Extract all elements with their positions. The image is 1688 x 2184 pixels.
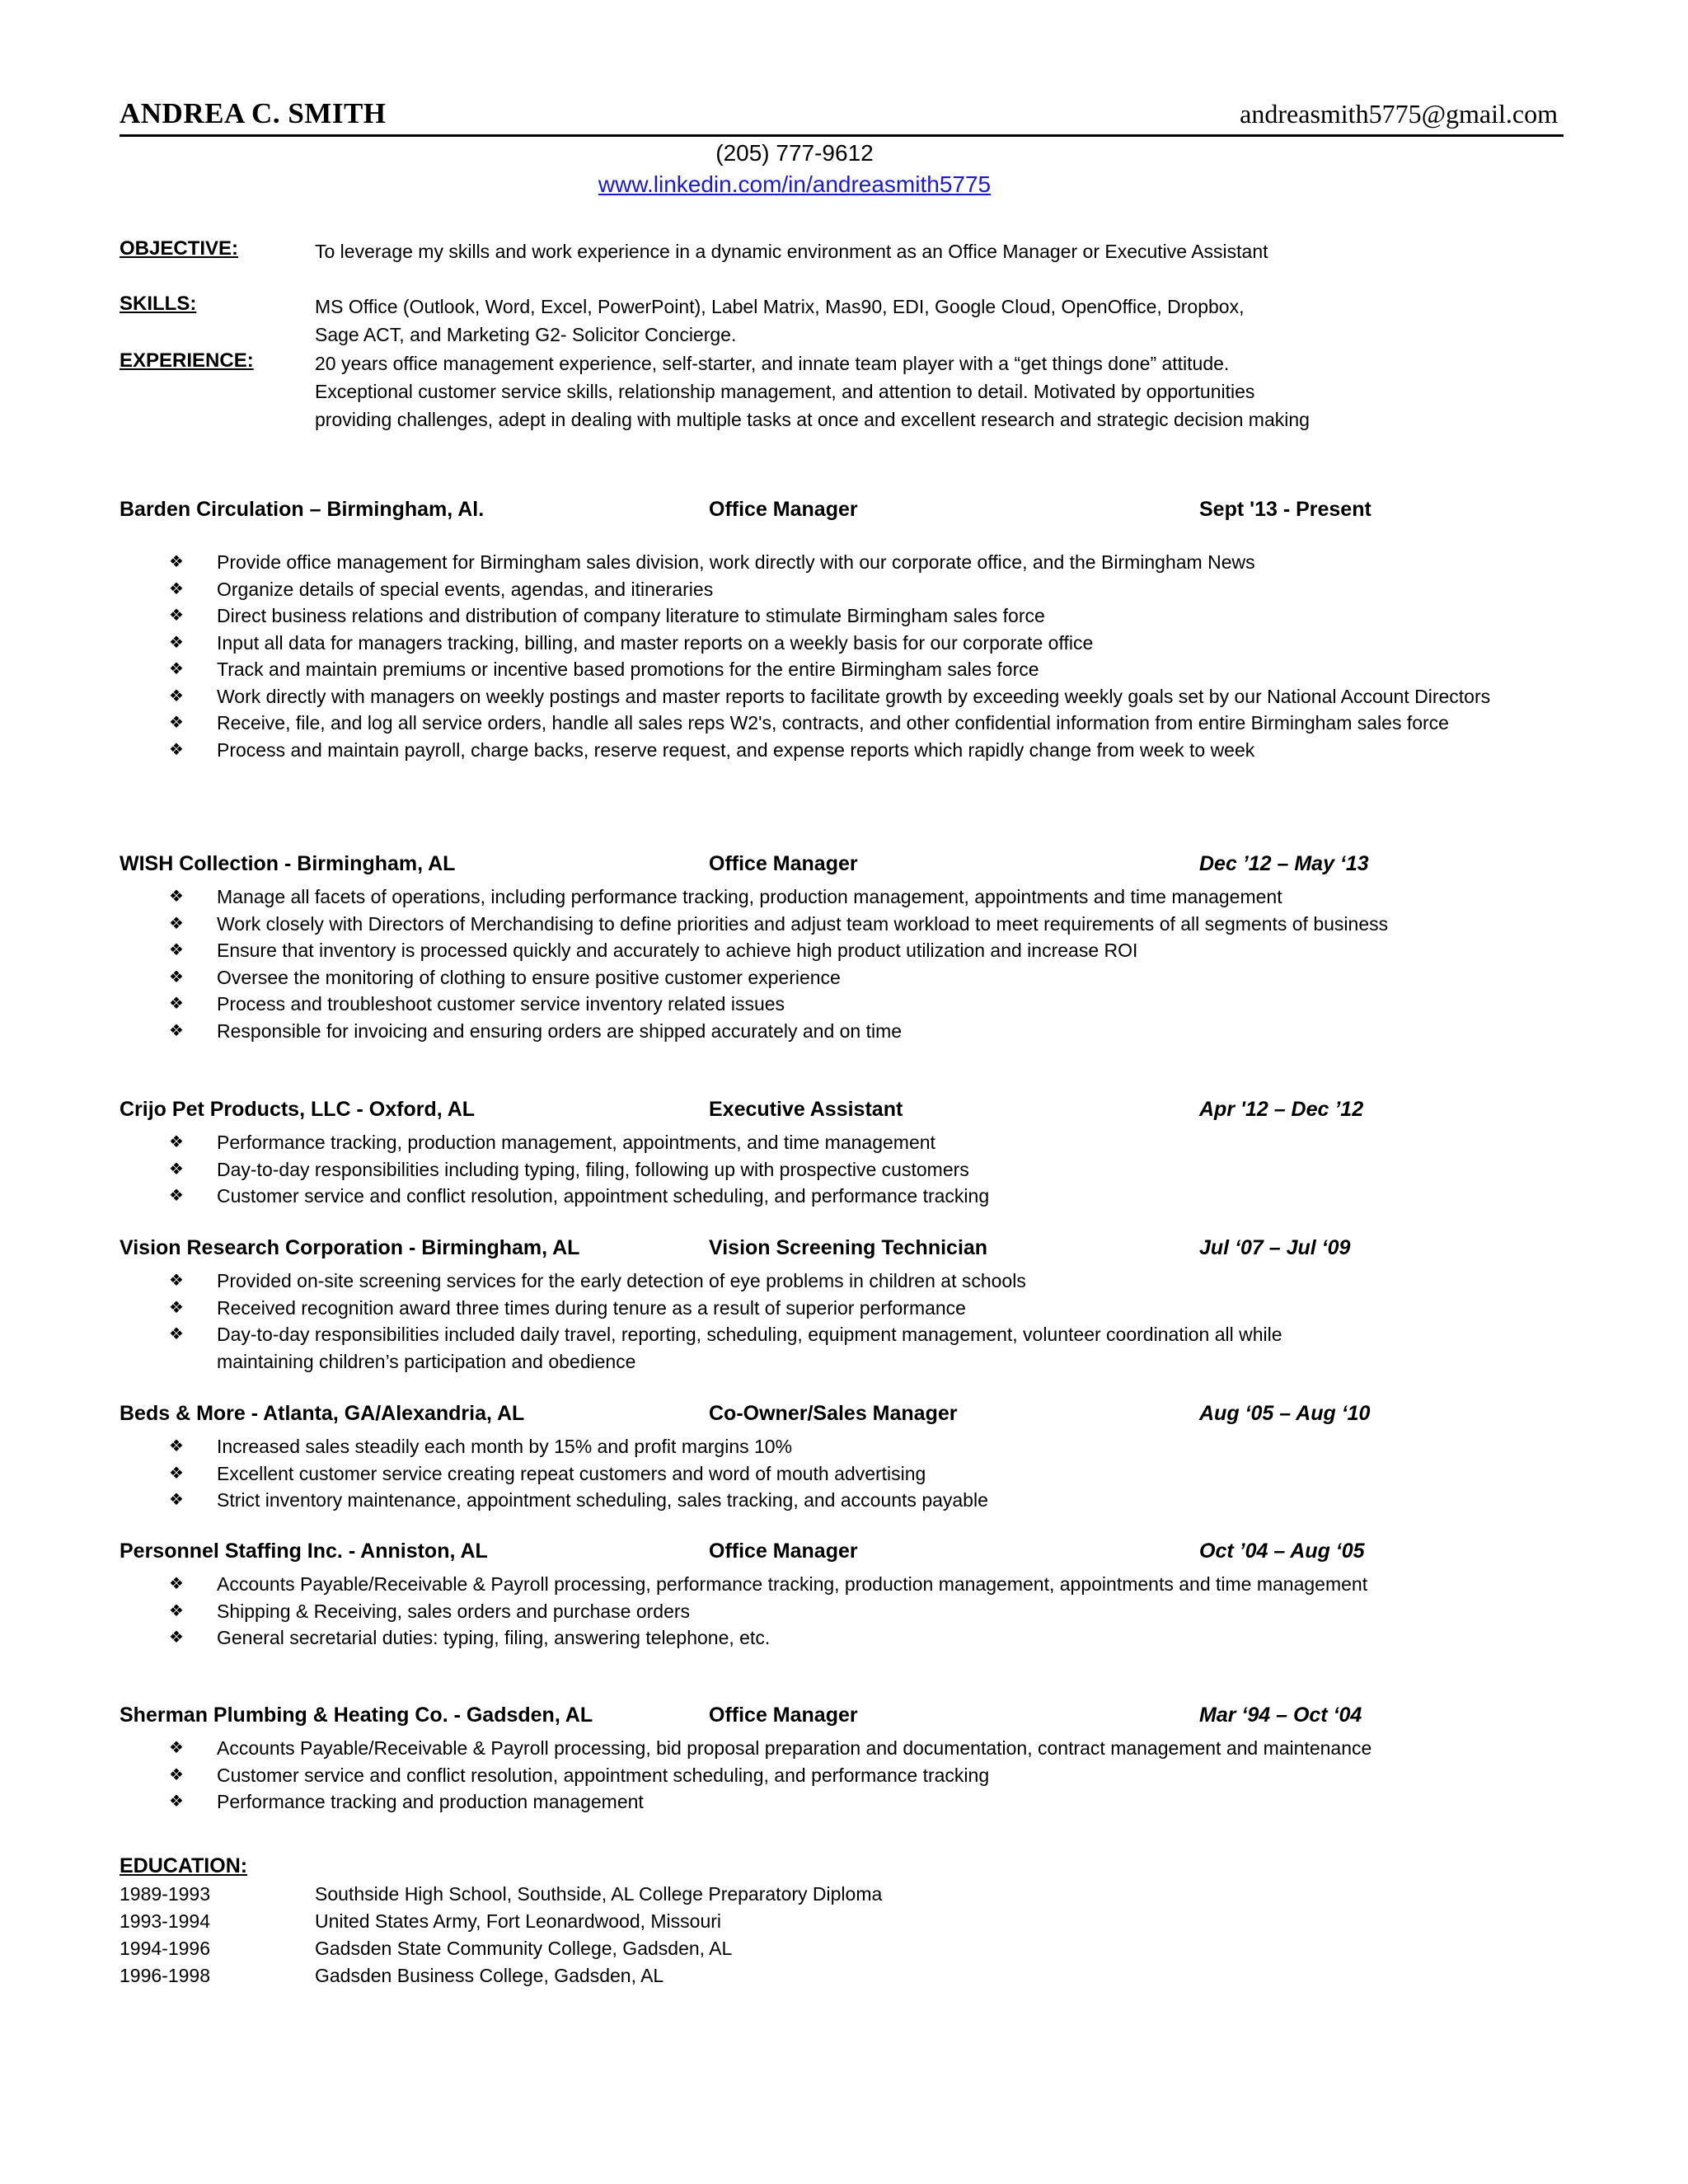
job-bullet xyxy=(120,710,1503,737)
job-entry xyxy=(120,1402,1562,1514)
job-bullet xyxy=(120,1433,1503,1460)
header-divider xyxy=(120,134,1564,137)
job-title: Office Manager xyxy=(709,852,858,875)
job-bullet xyxy=(120,1129,1503,1156)
job-bullets xyxy=(120,1735,1562,1816)
skills-text xyxy=(315,293,1244,349)
diamond-bullet-icon: ❖ xyxy=(169,740,184,759)
job-company: Barden Circulation – Birmingham, Al. xyxy=(120,498,485,521)
job-bullet xyxy=(120,630,1503,657)
job-title: Vision Screening Technician xyxy=(709,1236,988,1259)
job-bullet xyxy=(120,1624,1503,1652)
objective-line: To leverage my skills and work experience in a dynamic environment as an Office Manager or Executive Assistant xyxy=(315,241,1268,262)
job-entry xyxy=(120,1704,1562,1816)
job-company: Vision Research Corporation - Birmingham, AL xyxy=(120,1236,580,1259)
job-entry xyxy=(120,1540,1562,1652)
diamond-bullet-icon: ❖ xyxy=(169,914,184,933)
job-bullet xyxy=(120,737,1503,764)
bullet-text: Input all data for managers tracking, billing, and master reports on a weekly basis for our corporate office xyxy=(217,631,1094,654)
diamond-bullet-icon: ❖ xyxy=(169,1298,184,1317)
job-entry xyxy=(120,1098,1562,1210)
job-bullet xyxy=(120,883,1503,911)
education-school: United States Army, Fort Leonardwood, Missouri xyxy=(315,1910,722,1932)
diamond-bullet-icon: ❖ xyxy=(169,1272,184,1290)
job-bullets xyxy=(120,1268,1562,1375)
job-bullets xyxy=(120,549,1562,763)
resume-header xyxy=(120,97,1558,138)
email-address: andreasmith5775@gmail.com xyxy=(1240,99,1558,129)
bullet-text: Receive, file, and log all service orders, handle all sales reps W2's, contracts, and other confidential information from entire Birmingham sales force xyxy=(217,712,1449,733)
bullet-text: Day-to-day responsibilities including typing, filing, following up with prospective customers xyxy=(217,1158,969,1180)
diamond-bullet-icon: ❖ xyxy=(169,1437,184,1455)
diamond-bullet-icon: ❖ xyxy=(169,1629,184,1647)
bullet-text: Process and troubleshoot customer service inventory related issues xyxy=(217,993,785,1015)
experience-line: providing challenges, adept in dealing with multiple tasks at once and excellent research and strategic decision making xyxy=(315,409,1310,430)
diamond-bullet-icon: ❖ xyxy=(169,995,184,1013)
diamond-bullet-icon: ❖ xyxy=(169,941,184,959)
job-dates: Mar ‘94 – Oct ‘04 xyxy=(1199,1704,1362,1727)
diamond-bullet-icon: ❖ xyxy=(169,607,184,625)
bullet-text: Performance tracking, production management, appointments, and time management xyxy=(217,1132,935,1153)
job-bullet xyxy=(120,1762,1503,1789)
experience-line: 20 years office management experience, self-starter, and innate team player with a “get things done” attitude. xyxy=(315,353,1230,374)
bullet-text: Shipping & Receiving, sales orders and purchase orders xyxy=(217,1600,691,1622)
education-school: Gadsden State Community College, Gadsden, AL xyxy=(315,1938,733,1959)
job-bullet xyxy=(120,1018,1503,1045)
bullet-text: Provide office management for Birmingham sales division, work directly with our corporate office, and the Birmingham News xyxy=(217,551,1255,573)
bullet-text: Accounts Payable/Receivable & Payroll processing, bid proposal preparation and documentation, contract management and maintenance xyxy=(217,1737,1372,1759)
job-bullet xyxy=(120,991,1503,1018)
job-dates: Sept '13 - Present xyxy=(1199,498,1372,521)
job-title: Office Manager xyxy=(709,1704,858,1727)
bullet-text: Organize details of special events, agendas, and itineraries xyxy=(217,578,714,600)
bullet-text: Work directly with managers on weekly postings and master reports to facilitate growth by exceeding weekly goals set by our National Account Directors xyxy=(217,685,1491,707)
bullet-text: Strict inventory maintenance, appointment scheduling, sales tracking, and accounts payable xyxy=(217,1489,988,1511)
education-years: 1994-1996 xyxy=(120,1938,210,1959)
diamond-bullet-icon: ❖ xyxy=(169,1491,184,1509)
education-school: Southside High School, Southside, AL College Preparatory Diploma xyxy=(315,1883,883,1905)
job-bullet xyxy=(120,964,1503,991)
job-entry xyxy=(120,1236,1562,1375)
job-header xyxy=(120,1236,1562,1268)
job-bullet xyxy=(120,656,1503,683)
job-title: Office Manager xyxy=(709,1540,858,1563)
diamond-bullet-icon: ❖ xyxy=(169,1739,184,1757)
linkedin-line xyxy=(0,171,1589,198)
education-years: 1989-1993 xyxy=(120,1883,210,1905)
bullet-text: Ensure that inventory is processed quickly and accurately to achieve high product utilization and increase ROI xyxy=(217,940,1138,961)
linkedin-link[interactable]: www.linkedin.com/in/andreasmith5775 xyxy=(598,171,992,197)
diamond-bullet-icon: ❖ xyxy=(169,687,184,705)
job-bullet xyxy=(120,1156,1503,1183)
job-entry xyxy=(120,498,1562,763)
diamond-bullet-icon: ❖ xyxy=(169,968,184,987)
diamond-bullet-icon: ❖ xyxy=(169,1160,184,1179)
job-bullet xyxy=(120,683,1503,710)
candidate-name: ANDREA C. SMITH xyxy=(120,97,387,129)
diamond-bullet-icon: ❖ xyxy=(169,1575,184,1593)
job-dates: Oct ’04 – Aug ‘05 xyxy=(1199,1540,1365,1563)
job-company: Beds & More - Atlanta, GA/Alexandria, AL xyxy=(120,1402,525,1425)
bullet-text: Customer service and conflict resolution, appointment scheduling, and performance tracking xyxy=(217,1764,990,1786)
job-bullet xyxy=(120,1183,1503,1210)
diamond-bullet-icon: ❖ xyxy=(169,660,184,678)
job-dates: Dec ’12 – May ‘13 xyxy=(1199,852,1369,875)
diamond-bullet-icon: ❖ xyxy=(169,579,184,598)
job-bullets xyxy=(120,1433,1562,1514)
job-header xyxy=(120,1098,1562,1129)
bullet-text: Track and maintain premiums or incentive based promotions for the entire Birmingham sales force xyxy=(217,658,1039,680)
job-dates: Apr '12 – Dec ’12 xyxy=(1199,1098,1364,1121)
job-company: Crijo Pet Products, LLC - Oxford, AL xyxy=(120,1098,476,1121)
diamond-bullet-icon: ❖ xyxy=(169,1601,184,1620)
bullet-text: Day-to-day responsibilities included daily travel, reporting, scheduling, equipment management, volunteer coordination all while maintaining children’s participation and obedience xyxy=(217,1324,1282,1372)
diamond-bullet-icon: ❖ xyxy=(169,888,184,906)
job-bullet xyxy=(120,1295,1503,1322)
job-bullet xyxy=(120,1268,1503,1295)
bullet-text: Manage all facets of operations, including performance tracking, production management, appointments and time management xyxy=(217,886,1282,907)
objective-label: OBJECTIVE: xyxy=(120,237,239,260)
job-bullet xyxy=(120,1788,1503,1816)
bullet-text: Accounts Payable/Receivable & Payroll processing, performance tracking, production management, appointments and time management xyxy=(217,1573,1368,1595)
diamond-bullet-icon: ❖ xyxy=(169,1187,184,1205)
education-years: 1996-1998 xyxy=(120,1965,210,1986)
job-title: Executive Assistant xyxy=(709,1098,903,1121)
job-bullet xyxy=(120,911,1503,938)
education-label: EDUCATION: xyxy=(120,1854,248,1877)
skills-label: SKILLS: xyxy=(120,293,197,315)
job-header xyxy=(120,1540,1562,1571)
job-bullet xyxy=(120,602,1503,630)
education-school: Gadsden Business College, Gadsden, AL xyxy=(315,1965,664,1986)
diamond-bullet-icon: ❖ xyxy=(169,1021,184,1040)
diamond-bullet-icon: ❖ xyxy=(169,1765,184,1784)
diamond-bullet-icon: ❖ xyxy=(169,553,184,571)
job-bullet xyxy=(120,1321,1313,1375)
job-dates: Aug ‘05 – Aug ‘10 xyxy=(1199,1402,1371,1425)
job-bullet xyxy=(120,1735,1420,1762)
bullet-text: Customer service and conflict resolution, appointment scheduling, and performance tracking xyxy=(217,1185,990,1207)
bullet-text: Process and maintain payroll, charge backs, reserve request, and expense reports which rapidly change from week to week xyxy=(217,738,1255,761)
bullet-text: Oversee the monitoring of clothing to ensure positive customer experience xyxy=(217,966,841,988)
skills-line: MS Office (Outlook, Word, Excel, PowerPoint), Label Matrix, Mas90, EDI, Google Cloud, OpenOffice, Dropbox, xyxy=(315,296,1245,317)
job-bullet xyxy=(120,1598,1503,1625)
job-company: WISH Collection - Birmingham, AL xyxy=(120,852,456,875)
job-bullet xyxy=(120,1487,1503,1514)
job-title: Co-Owner/Sales Manager xyxy=(709,1402,958,1425)
job-bullet xyxy=(120,1460,1503,1488)
experience-line: Exceptional customer service skills, relationship management, and attention to detail. Motivated by opportunities xyxy=(315,381,1255,402)
bullet-text: Work closely with Directors of Merchandising to define priorities and adjust team workload to meet requirements of all segments of business xyxy=(217,912,1389,935)
bullet-text: Received recognition award three times during tenure as a result of superior performance xyxy=(217,1296,966,1319)
job-header xyxy=(120,1704,1562,1735)
bullet-text: Provided on-site screening services for the early detection of eye problems in children at schools xyxy=(217,1270,1026,1291)
diamond-bullet-icon: ❖ xyxy=(169,1133,184,1151)
diamond-bullet-icon: ❖ xyxy=(169,1325,184,1343)
job-bullet xyxy=(120,549,1503,576)
job-bullet xyxy=(120,576,1503,603)
skills-line: Sage ACT, and Marketing G2- Solicitor Concierge. xyxy=(315,324,737,345)
bullet-text: Excellent customer service creating repeat customers and word of mouth advertising xyxy=(217,1462,926,1484)
job-dates: Jul ‘07 – Jul ‘09 xyxy=(1199,1236,1351,1259)
job-company: Sherman Plumbing & Heating Co. - Gadsden, AL xyxy=(120,1704,593,1727)
bullet-text: Performance tracking and production management xyxy=(217,1791,644,1812)
experience-label: EXPERIENCE: xyxy=(120,349,254,372)
job-header xyxy=(120,498,1562,529)
bullet-text: Direct business relations and distribution of company literature to stimulate Birmingham sales force xyxy=(217,605,1045,626)
job-company: Personnel Staffing Inc. - Anniston, AL xyxy=(120,1540,488,1563)
job-bullet xyxy=(120,937,1503,964)
objective-text xyxy=(315,237,1268,265)
job-bullets xyxy=(120,883,1562,1044)
bullet-text: Increased sales steadily each month by 15% and profit margins 10% xyxy=(217,1436,793,1457)
diamond-bullet-icon: ❖ xyxy=(169,1464,184,1483)
experience-summary xyxy=(315,349,1310,434)
diamond-bullet-icon: ❖ xyxy=(169,1793,184,1811)
bullet-text: General secretarial duties: typing, filing, answering telephone, etc. xyxy=(217,1627,771,1648)
phone-number: (205) 777-9612 xyxy=(715,140,874,166)
job-header xyxy=(120,1402,1562,1433)
job-title: Office Manager xyxy=(709,498,858,521)
diamond-bullet-icon: ❖ xyxy=(169,633,184,652)
diamond-bullet-icon: ❖ xyxy=(169,714,184,732)
job-bullet xyxy=(120,1571,1371,1598)
job-bullets xyxy=(120,1571,1562,1652)
job-bullets xyxy=(120,1129,1562,1210)
job-entry xyxy=(120,852,1562,1044)
bullet-text: Responsible for invoicing and ensuring orders are shipped accurately and on time xyxy=(217,1019,903,1042)
job-header xyxy=(120,852,1562,883)
education-years: 1993-1994 xyxy=(120,1910,210,1932)
